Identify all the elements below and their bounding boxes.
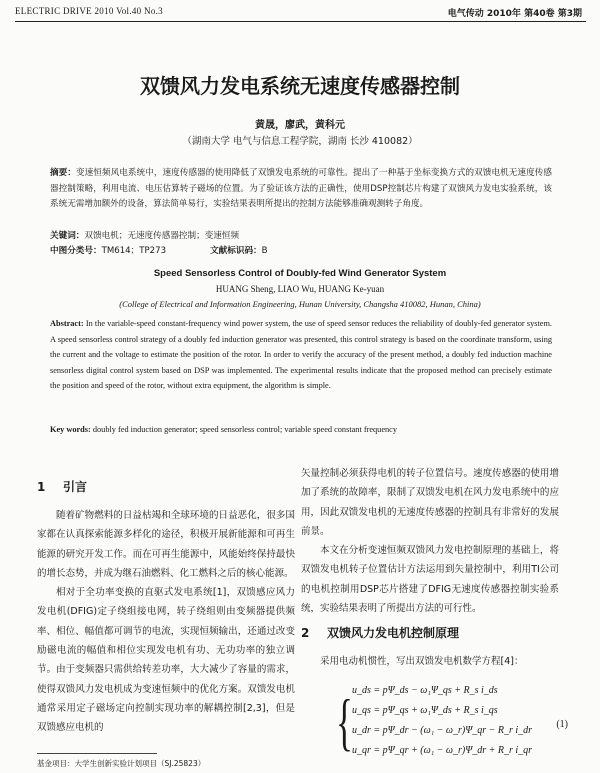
section-2-number: 2 [301, 626, 310, 641]
keywords-en-label: Key words: [50, 425, 91, 434]
abstract-zh-text: 变速恒频风电系统中，速度传感器的使用降低了双馈发电系统的可靠性。提出了一种基于坐标变换方式的双馈电机无速度传感器控制策略，利用电流、电压估算转子磁场的位置。为了验证该方法的正确性，使用DSP控制芯片构建了双馈风力发电实验系统，该系统无需增加额外的设备，算法简单易行，实验结果表明所提出的控制方法能够准确观测转子角度。 [50, 168, 552, 210]
section-2-heading [301, 624, 559, 642]
equation-line-3: u_dr = pΨ_dr − (ω₁ − ω_r)Ψ_qr − R_r i_dr [352, 725, 533, 736]
left-column [37, 478, 295, 738]
section-1-number: 1 [37, 480, 46, 494]
footnote: 基金项目：大学生创新实验计划项目（SJ.25823） [37, 759, 206, 768]
keywords-zh: 双馈电机；无速度传感器控制；变速恒频 [84, 231, 240, 241]
keywords-zh-row [50, 229, 552, 244]
right-paragraph-1: 矢量控制必须获得电机的转子位置信号。速度传感器的使用增加了系统的故障率，限制了双馈发电机在风力发电系统中的应用，因此双馈发电机的无速度传感器的控制具有非常好的发展前景。 [301, 468, 559, 537]
abstract-zh [50, 166, 552, 213]
keywords-en [50, 425, 552, 434]
intro-paragraph-2: 相对于全功率变换的直驱式发电系统[1]，双馈感应风力发电机(DFIG)定子绕组接电网，转子绕组则由变频器提供频率、相位、幅值都可调节的电流，实现恒频输出，还通过改变励磁电流的幅值和相位实现发电机有功、无功功率的独立调节。由于变频器只需供给转差功率，大大减少了容量的需求，使得双馈风力发电机成为变速恒频中的优化方案。双馈发电机通常采用定子磁场定向控制实现功率的解耦控制[2,3]，但是双馈感应电机的 [37, 587, 295, 734]
section-1-title: 引言 [63, 480, 88, 494]
paper-title: 双馈风力发电系统无速度传感器控制 [140, 74, 460, 98]
doc-label: 文献标识码： [210, 246, 262, 257]
meta-info [50, 229, 552, 259]
footnote-rule [37, 753, 157, 754]
clc-code: TM614；TP273 [101, 246, 167, 257]
section-2-title: 双馈风力发电机控制原理 [327, 626, 460, 641]
equation-brace: { [336, 686, 353, 757]
classification-row [50, 244, 552, 259]
equation-1 [318, 685, 568, 767]
clc-label: 中图分类号： [50, 246, 102, 257]
right-column [301, 464, 559, 672]
keywords-en-text: doubly fed induction generator; speed sensorless control; variable speed constant frequency [92, 425, 397, 434]
header-rule [15, 21, 586, 22]
equation-line-4: u_qr = pΨ_qr + (ω₁ − ω_r)Ψ_dr + R_r i_qr [352, 745, 533, 756]
abstract-en-text: In the variable-speed constant-frequency wind power system, the use of speed sensor reduces the reliability of doubly-fed generator system. A speed sensorless control strategy of a doubly fed induction generator was presented, this control strategy is based on the coordinate transform, using the current and the voltage to estimate the position of the rotor. In order to verify the accuracy of the present method, a doubly fed induction machine sensorless digital control system based on DSP was implemented. The experimental results indicate that the proposed method can precisely estimate the position and speed of the rotor, without extra equipment, the algorithm is simple. [50, 319, 552, 391]
doc-code: B [261, 246, 268, 257]
english-authors: HUANG Sheng, LIAO Wu, HUANG Ke-yuan [215, 284, 385, 294]
affiliation: （湖南大学 电气与信息工程学院，湖南 长沙 410082） [182, 136, 418, 147]
doc-code-group [210, 244, 267, 259]
authors: 黄晟，廖武，黄科元 [255, 120, 345, 131]
section-2-intro: 采用电动机惯性，写出双馈发电机数学方程[4]： [320, 656, 524, 668]
equation-line-2: u_qs = pΨ_qs + ω₁Ψ_ds + R_s i_qs [352, 705, 498, 716]
journal-header-en: ELECTRIC DRIVE 2010 Vol.40 No.3 [15, 6, 163, 16]
equation-line-1: u_ds = pΨ_ds − ω₁Ψ_qs + R_s i_ds [352, 685, 498, 696]
abstract-en [50, 316, 552, 394]
abstract-en-label: Abstract: [50, 319, 84, 328]
journal-header-zh: 电气传动 2010年 第40卷 第3期 [447, 9, 582, 19]
equation-number: (1) [556, 719, 568, 730]
right-paragraph-2: 本文在分析变速恒频双馈风力发电控制原理的基础上，将双馈发电机转子位置估计方法运用到矢量控制中，利用TI公司的电机控制用DSP芯片搭建了DFIG无速度传感器控制实验系统，实验结果表明了所提出方法的可行性。 [301, 545, 559, 615]
section-1-heading [37, 478, 295, 496]
keywords-zh-label: 关键词： [50, 231, 85, 241]
english-title: Speed Sensorless Control of Doubly-fed Wind Generator System [153, 268, 447, 279]
english-affiliation: (College of Electrical and Information Engineering, Hunan University, Changsha 410082, Hunan, China) [119, 299, 481, 309]
intro-paragraph-1: 随着矿物燃料的日益枯竭和全球环境的日益恶化，很多国家都在认真探索能源多样化的途径，积极开展新能源和可再生能源的研究开发工作。而在可再生能源中，风能始终保持最快的增长态势，并成为继石油燃料、化工燃料之后的核心能源。 [37, 510, 295, 579]
abstract-zh-label: 摘要： [50, 168, 76, 178]
